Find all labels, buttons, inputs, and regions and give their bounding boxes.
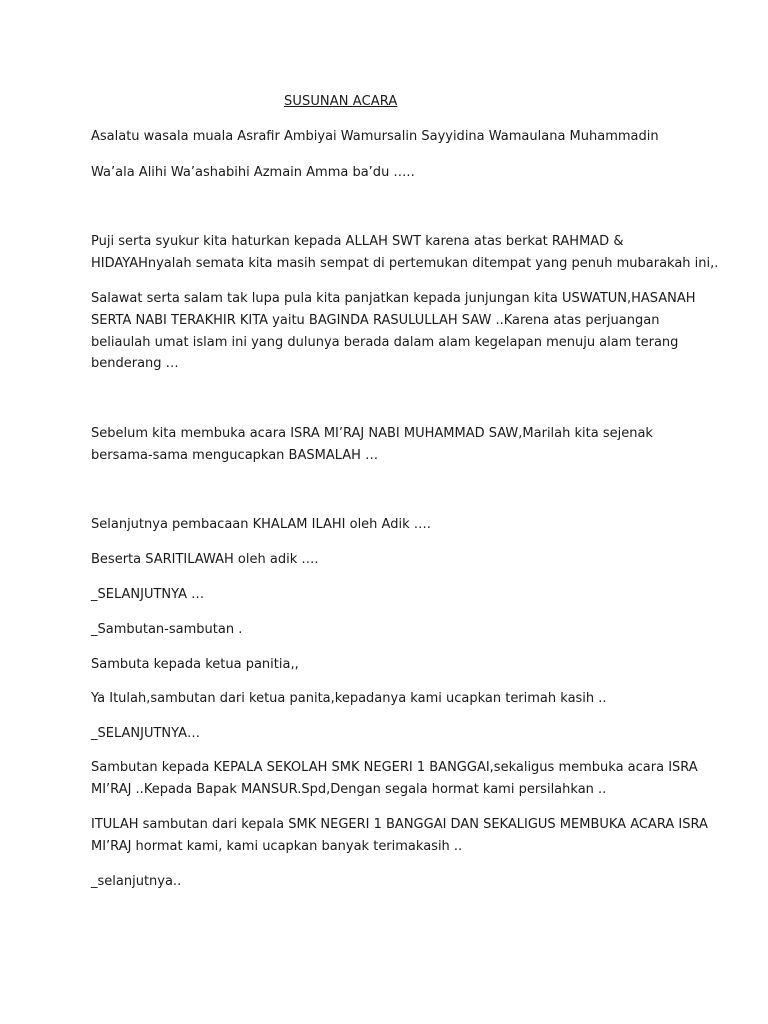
text-line-selanjutnya-1: _SELANJUTNYA …	[91, 587, 205, 602]
text-line-itulah-ketua: Ya Itulah,sambutan dari ketua panita,kepadanya kami ucapkan terimah kasih ..	[91, 691, 607, 706]
text-line-khalam: Selanjutnya pembacaan KHALAM ILAHI oleh Adik ….	[91, 517, 431, 532]
text-line-itulah-kepsek-1: ITULAH sambutan dari kepala SMK NEGERI 1 BANGGAI DAN SEKALIGUS MEMBUKA ACARA ISRA	[91, 817, 708, 832]
text-line-praise-1: Puji serta syukur kita haturkan kepada ALLAH SWT karena atas berkat RAHMAD &	[91, 234, 624, 249]
text-line-opening-2: bersama-sama mengucapkan BASMALAH …	[91, 448, 379, 463]
text-line-salawat-2: SERTA NABI TERAKHIR KITA yaitu BAGINDA RASULULLAH SAW ..Karena atas perjuangan	[91, 313, 660, 328]
text-line-praise-2: HIDAYAHnyalah semata kita masih sempat di pertemukan ditempat yang penuh mubarakah ini,.	[91, 256, 719, 271]
text-line-sambutan: _Sambutan-sambutan .	[91, 622, 243, 637]
text-line-salutation-2: Wa’ala Alihi Wa’ashabihi Azmain Amma ba’du …..	[91, 165, 415, 180]
document-title: SUSUNAN ACARA	[284, 94, 398, 109]
text-line-selanjutnya-3: _selanjutnya..	[91, 874, 182, 889]
text-line-ketua-panitia: Sambuta kepada ketua panitia,,	[91, 657, 299, 672]
text-line-opening-1: Sebelum kita membuka acara ISRA MI’RAJ NABI MUHAMMAD SAW,Marilah kita sejenak	[91, 426, 653, 441]
text-line-saritilawah: Beserta SARITILAWAH oleh adik ….	[91, 552, 319, 567]
text-line-kepsek-1: Sambutan kepada KEPALA SEKOLAH SMK NEGERI 1 BANGGAI,sekaligus membuka acara ISRA	[91, 760, 698, 775]
text-line-salawat-4: benderang …	[91, 356, 179, 371]
text-line-itulah-kepsek-2: MI’RAJ hormat kami, kami ucapkan banyak terimakasih ..	[91, 839, 463, 854]
text-line-selanjutnya-2: _SELANJUTNYA…	[91, 726, 200, 741]
text-line-salawat-3: beliaulah umat islam ini yang dulunya berada dalam alam kegelapan menuju alam terang	[91, 335, 679, 350]
text-line-kepsek-2: MI’RAJ ..Kepada Bapak MANSUR.Spd,Dengan segala hormat kami persilahkan ..	[91, 782, 607, 797]
text-line-salutation-1: Asalatu wasala muala Asrafir Ambiyai Wamursalin Sayyidina Wamaulana Muhammadin	[91, 129, 659, 144]
text-line-salawat-1: Salawat serta salam tak lupa pula kita panjatkan kepada junjungan kita USWATUN,HASANAH	[91, 291, 696, 306]
